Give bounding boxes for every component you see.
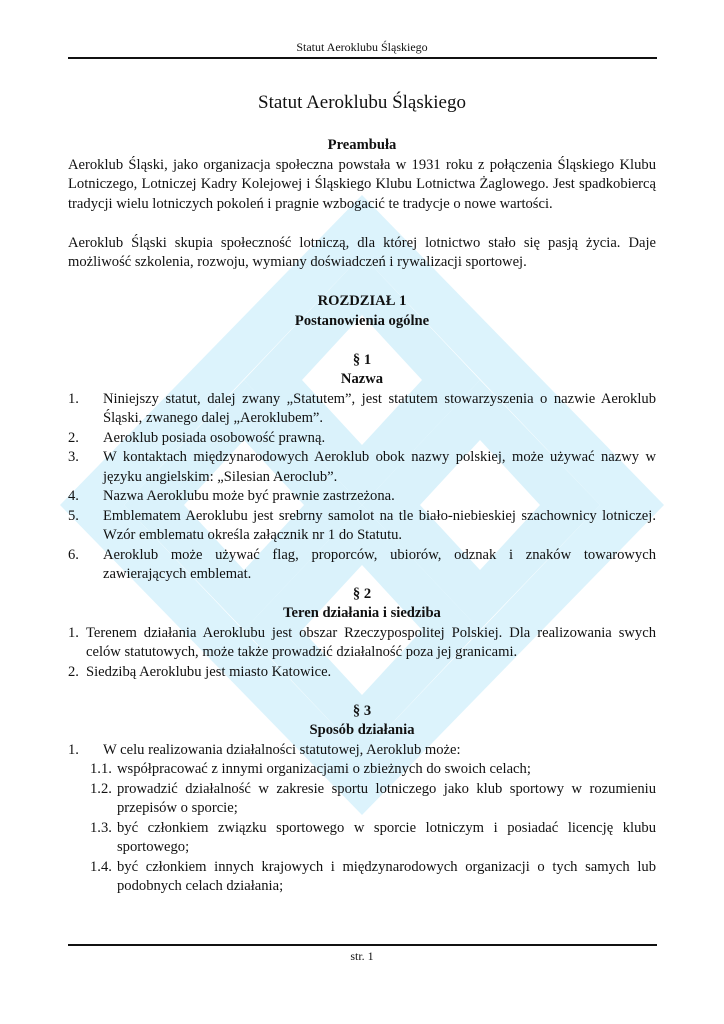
sub-list-item-text: być członkiem innych krajowych i międzynarodowych organizacji o tych samych lub podobnych celach działania;: [117, 858, 656, 894]
sub-list-item: [68, 780, 656, 819]
section-title: Nazwa: [340, 371, 384, 387]
list-item: [68, 429, 656, 449]
preamble-heading: Preambuła: [327, 137, 397, 153]
sub-list-item-number: 1.3.: [90, 819, 112, 836]
list-item: [68, 663, 656, 683]
list-item-text: W kontaktach międzynarodowych Aeroklub obok nazwy polskiej, może używać nazwy w języku angielskim: „Silesian Aeroclub”.: [103, 449, 656, 485]
list-item-number: 3.: [68, 449, 79, 465]
section-title: Teren działania i siedziba: [283, 605, 441, 621]
sub-list-item-text: być członkiem związku sportowego w sporcie lotniczym i posiadać licencję klubu sportowego;: [117, 819, 656, 855]
list-item: [68, 507, 656, 546]
list-item-text: Nazwa Aeroklubu może być prawnie zastrzeżona.: [103, 488, 395, 504]
list-item-number: 1.: [68, 624, 79, 641]
document-title: Statut Aeroklubu Śląskiego: [258, 92, 466, 113]
sub-list-item: [68, 858, 656, 897]
list-item-text: Aeroklub może używać flag, proporców, ubiorów, odznak i znaków towarowych zawierających emblemat.: [103, 546, 656, 582]
list-item-text: Terenem działania Aeroklubu jest obszar Rzeczypospolitej Polskiej. Dla realizowania swych celów statutowych, może także prowadzić działalność poza jej granicami.: [86, 624, 656, 660]
list-item-number: 5.: [68, 507, 79, 524]
list-item: [68, 390, 656, 429]
section-title: Sposób działania: [309, 722, 415, 738]
list-item-text: Siedzibą Aeroklubu jest miasto Katowice.: [86, 663, 332, 680]
preamble-paragraph-2: Aeroklub Śląski skupia społeczność lotniczą, dla której lotnictwo stało się pasją życia. Daje możliwość szkolenia, rozwoju, wymiany doświadczeń i rywalizacji sportowej.: [68, 234, 656, 270]
sub-list-item-text: współpracować z innymi organizacjami o zbieżnych do swoich celach;: [117, 761, 531, 777]
running-header: Statut Aeroklubu Śląskiego: [296, 40, 428, 54]
list-item-number: 1.: [68, 390, 79, 407]
list-item: [68, 624, 656, 663]
list-item-number: 6.: [68, 546, 79, 563]
list-item-text: W celu realizowania działalności statutowej, Aeroklub może:: [103, 741, 461, 758]
list-item-number: 2.: [68, 429, 79, 446]
sub-list-item-number: 1.4.: [90, 858, 112, 875]
list-item: [68, 546, 656, 585]
list-item: [68, 741, 656, 761]
page-number: str. 1: [350, 949, 374, 963]
chapter-label: ROZDZIAŁ 1: [317, 293, 407, 309]
document-body: [68, 90, 656, 897]
list-item: [68, 487, 656, 507]
sub-list-item: [68, 819, 656, 858]
footer-rule: [68, 944, 657, 946]
sub-list-item-number: 1.1.: [90, 761, 112, 777]
sub-list-item-number: 1.2.: [90, 780, 112, 797]
chapter-title: Postanowienia ogólne: [294, 312, 430, 329]
list-item-number: 4.: [68, 488, 79, 504]
sub-list-item-text: prowadzić działalność w zakresie sportu lotniczego jako klub sportowy w rozumieniu przepisów o sporcie;: [117, 780, 656, 816]
header-rule: [68, 57, 657, 59]
section-symbol: § 3: [352, 702, 372, 719]
sub-list-item: [68, 760, 656, 780]
section-symbol: § 2: [352, 585, 372, 602]
list-item-text: Niniejszy statut, dalej zwany „Statutem”, jest statutem stowarzyszenia o nazwie Aeroklub Śląski, zwanego dalej „Aeroklubem”.: [103, 390, 656, 426]
section-symbol: § 1: [352, 351, 372, 368]
list-item-number: 2.: [68, 663, 79, 680]
list-item-text: Emblematem Aeroklubu jest srebrny samolot na tle biało-niebieskiej szachownicy lotniczej. Wzór emblematu określa załącznik nr 1 do Statutu.: [103, 507, 656, 543]
preamble-paragraph-1: Aeroklub Śląski, jako organizacja społeczna powstała w 1931 roku z połączenia Śląskiego Klubu Lotniczego, Lotniczej Kadry Kolejowej i Śląskiego Klubu Lotnictwa Żaglowego. Jest spadkobiercą tradycji wielu lotniczych pokoleń i pragnie wzbogacić te tradycje o nowe wartości.: [68, 156, 656, 212]
list-item-text: Aeroklub posiada osobowość prawną.: [103, 429, 326, 446]
list-item: [68, 448, 656, 487]
list-item-number: 1.: [68, 741, 79, 758]
